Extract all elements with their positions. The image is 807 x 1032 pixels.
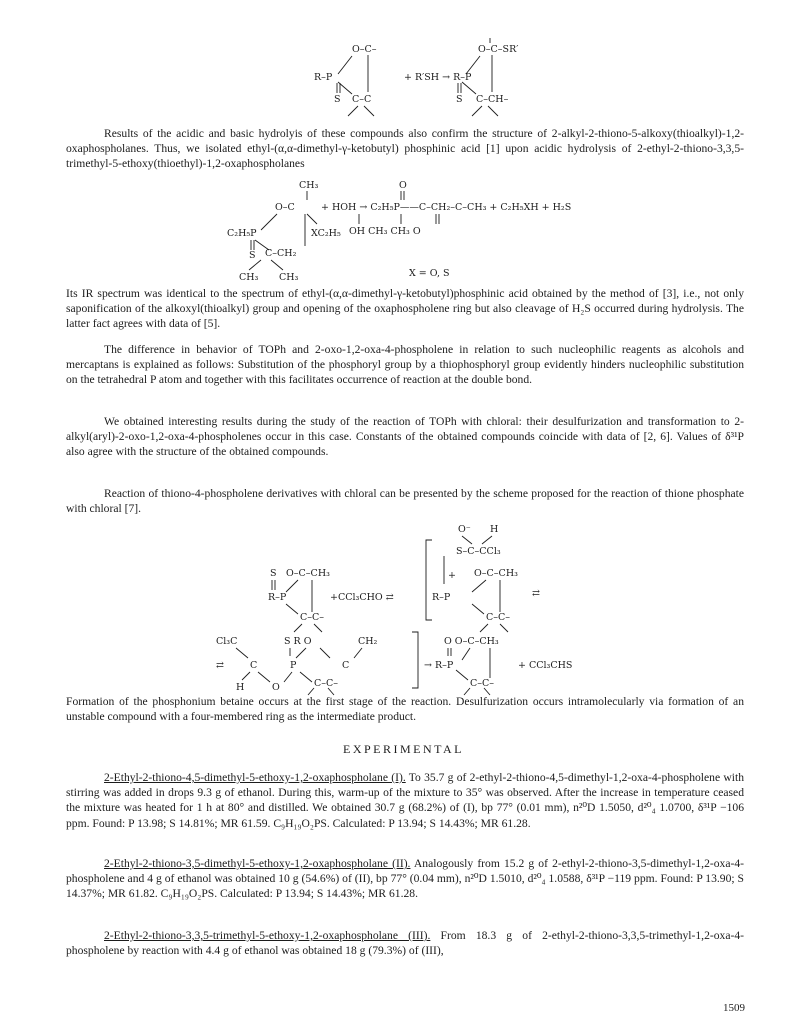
compound-description: From 18.3 g of 2-ethyl-2-thiono-3,3,5-trimethyl-1,2-oxa-4-phospholene by reaction with 4.4 g of ethanol was obtained 18 g (79.3%) of (III), — [66, 929, 744, 958]
scheme-label: R–P — [314, 72, 333, 83]
scheme-label: O — [272, 682, 280, 693]
paragraph-hydrolysis: Results of the acidic and basic hydrolyis of these compounds also confirm the structure of 2-alkyl-2-thiono-5-alkoxy(thioalkyl)-1,2-oxaphospholanes. Thus, we isolated ethyl-(α,α-dimethyl-γ-ketobutyl) phosphinic acid [1] upon acidic hydrolysis of 2-ethyl-2-thiono-3,3,5-trimethyl-5-ethoxy(thioethyl)-1,2-oxaphospholanes — [66, 127, 744, 171]
scheme-label: OH CH₃ CH₃ O — [349, 226, 421, 237]
scheme-label: S — [270, 568, 277, 579]
scheme-label: O–C–CH₃ — [474, 568, 518, 579]
reaction-scheme-chloral — [186, 520, 606, 696]
scheme-label: CH₃ — [299, 180, 319, 191]
experimental-compound-2 — [66, 856, 744, 902]
scheme-label: CH₃ — [239, 272, 259, 282]
scheme-label: → R–P — [424, 660, 454, 671]
scheme-label: + CCl₃CHS — [518, 660, 573, 671]
scheme-label: C–C– — [470, 678, 495, 689]
compound-description: To 35.7 g of 2-ethyl-2-thiono-4,5-dimethyl-1,2-oxa-4-phospholene with stirring was added in drops 9.3 g of ethanol. During this, warm-up of the mixture to 35° was observed. After the increase in temperature ceased the mixture was heated for 1 h at 80° and distilled. We obtained 30.7 g (68.2%) of (I), bp 77° (0.01 mm), n²⁰D 1.5050, d²⁰₄ 1.0700, δ³¹P −106 ppm. Found: P 13.98; S 14.81%; MR 61.59. C₉H₁₉O₂PS. Calculated: P 13.94; S 14.43%; MR 61.28. — [66, 771, 744, 830]
scheme-label: XC₂H₅ — [311, 228, 341, 239]
scheme-label: ⇄ — [216, 660, 224, 671]
scheme-label: C–C — [352, 94, 372, 105]
experimental-compound-3 — [66, 928, 744, 958]
scheme-label: O — [399, 180, 407, 191]
reaction-scheme-hydrolysis — [225, 176, 615, 282]
scheme-label: CH₂ — [358, 636, 378, 647]
scheme-label: C — [250, 660, 258, 671]
scheme-label: C–C– — [300, 612, 325, 623]
paragraph-scheme-intro: Reaction of thiono-4-phospholene derivatives with chloral can be presented by the scheme proposed for the reaction of thione phosphate with chloral [7]. — [66, 487, 744, 516]
section-heading: EXPERIMENTAL — [342, 742, 465, 756]
paragraph-ir-spectrum: Its IR spectrum was identical to the spectrum of ethyl-(α,α-dimethyl-γ-ketobutyl)phosphinic acid obtained by the method of [3], i.e., not only saponification of the alkoxyl(thioalkyl) group and opening of the oxaphospholene ring but also cleavage of H₂S occurred during hydrolysis. The latter fact agrees with data of [5]. — [66, 287, 744, 331]
scheme-label: O–C–CH₃ — [286, 568, 330, 579]
page-number: 1509 — [723, 1002, 745, 1014]
reaction-scheme-thiol-addition — [300, 38, 560, 118]
scheme-label: P — [290, 660, 297, 671]
paragraph-behavior-difference: The difference in behavior of TOPh and 2-oxo-1,2-oxa-4-phospholene in relation to such nucleophilic reagents as alcohols and mercaptans is explained as follows: Substitution of the phosphoryl group by a thiophosphoryl group evidently hinders nucleophilic substitution on the tetrahedral P atom and together with this facilitates occurrence of reaction at the double bond. — [66, 343, 744, 387]
scheme-label: Cl₃C — [216, 636, 238, 647]
scheme-label: ⇄ — [532, 588, 540, 599]
paragraph-chloral-reaction: We obtained interesting results during the study of the reaction of TOPh with chloral: their desulfurization and transformation to 2-alkyl(aryl)-2-oxo-1,2-oxa-4-phospholenes occur in this case. Constants of the obtained compounds coincide with data of [2, 6]. Values of δ³¹P also agree with the structure of the obtained compounds. — [66, 415, 744, 459]
scheme-label: R–P — [432, 592, 451, 603]
scheme-label: O–C– — [352, 44, 377, 55]
scheme-label: C — [342, 660, 350, 671]
scheme-label: CH₃ — [279, 272, 299, 282]
scheme-label: S–C–CCl₃ — [456, 546, 501, 557]
scheme-label: C–CH₂ — [265, 248, 297, 259]
compound-title: 2-Ethyl-2-thiono-3,3,5-trimethyl-5-ethoxy-1,2-oxaphospholane (III). — [104, 929, 431, 942]
scheme-label: S R O — [284, 636, 312, 647]
scheme-label: + — [448, 570, 456, 581]
scheme-label: C–C– — [486, 612, 511, 623]
scheme-label: H — [490, 524, 499, 535]
scheme-label: H — [236, 682, 245, 693]
scheme-label: C₂H₅P — [227, 228, 257, 239]
scheme-label: C–C– — [314, 678, 339, 689]
scheme-label: C–CH– — [476, 94, 509, 105]
compound-title: 2-Ethyl-2-thiono-3,5-dimethyl-5-ethoxy-1,2-oxaphospholane (II). — [104, 857, 411, 870]
compound-description: Analogously from 15.2 g of 2-ethyl-2-thiono-3,5-dimethyl-1,2-oxa-4-phospholene and 4 g of ethanol was obtained 10 g (54.6%) of (II), bp 77° (0.04 mm), n²⁰D 1.5010, d²⁰₄ 1.0588, δ³¹P −119 ppm. Found: P 13.90; S 14.37%; MR 61.82. C₉H₁₉O₂PS. Calculated: P 13.94; S 14.43%; MR 61.28. — [66, 857, 744, 901]
compound-title: 2-Ethyl-2-thiono-4,5-dimethyl-5-ethoxy-1,2-oxaphospholane (I). — [104, 771, 406, 784]
scheme-label: O–C–SR′ — [478, 44, 519, 55]
scheme-label: R–P — [268, 592, 287, 603]
scheme-label: O–C — [275, 202, 295, 213]
scheme-label: X = O, S — [409, 268, 450, 279]
scheme-label: + HOH → C₂H₅P——C–CH₂–C–CH₃ + C₂H₅XH + H₂S — [321, 202, 572, 213]
scheme-label: + R′SH → R–P — [404, 72, 472, 83]
scheme-label: S — [456, 94, 463, 105]
scheme-label: O O–C–CH₃ — [444, 636, 499, 647]
scheme-label: S — [334, 94, 341, 105]
scheme-label: S — [249, 250, 256, 261]
scheme-label: O⁻ — [458, 524, 471, 535]
paragraph-betaine: Formation of the phosphonium betaine occurs at the first stage of the reaction. Desulfurization occurs intramolecularly via formation of an unstable compound with a four-membered ring as the intermediate product. — [66, 695, 744, 724]
experimental-compound-1 — [66, 770, 744, 831]
scheme-label: +CCl₃CHO ⇄ — [330, 592, 394, 603]
